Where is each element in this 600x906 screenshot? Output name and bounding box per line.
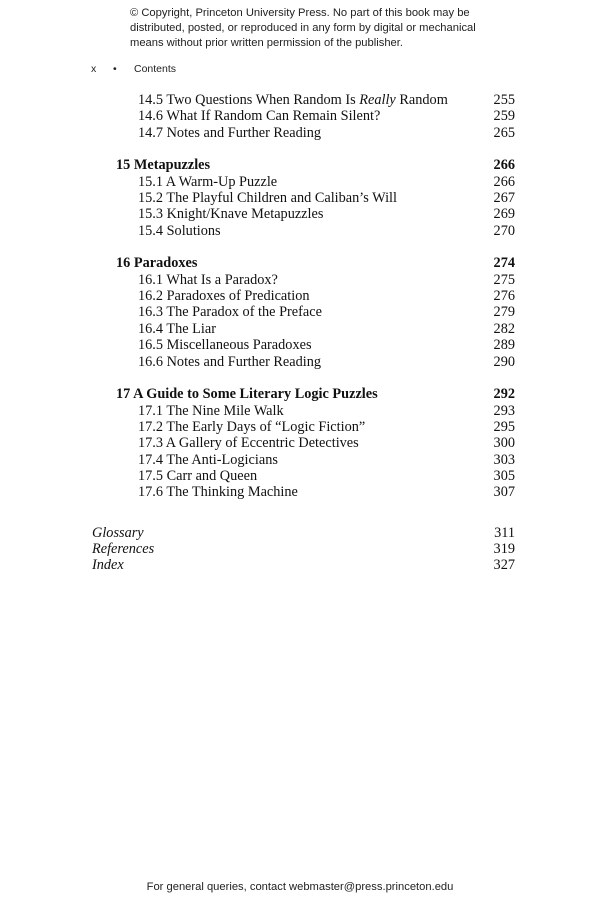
entry-page-number: 265: [493, 124, 515, 141]
spacer: [0, 370, 600, 386]
copyright-notice: © Copyright, Princeton University Press. No part of this book may be distributed, posted, or reproduced in any form by digital or mechanical means without prior written permission of the publisher.: [130, 7, 476, 49]
toc-section: [0, 452, 600, 468]
entry-page-number: 267: [493, 190, 515, 207]
entry-title: 14.6 What If Random Can Remain Silent?: [138, 108, 381, 125]
toc-section: [0, 403, 600, 419]
toc-section: [0, 435, 600, 451]
entry-title: 16.5 Miscellaneous Paradoxes: [138, 337, 312, 354]
entry-page-number: 327: [493, 557, 515, 574]
entry-title: 15.4 Solutions: [138, 222, 221, 239]
toc-section: [0, 206, 600, 222]
toc-section: [0, 125, 600, 141]
entry-title: 16 Paradoxes: [116, 255, 198, 272]
entry-title: Glossary: [92, 524, 144, 541]
entry-page-number: 290: [493, 353, 515, 370]
entry-title: 14.5 Two Questions When Random Is Really Random: [138, 92, 448, 108]
entry-page-number: 303: [493, 451, 515, 468]
toc-section: [0, 223, 600, 239]
entry-page-number: 255: [493, 92, 515, 108]
toc-chapter: [0, 157, 600, 173]
toc-section: [0, 468, 600, 484]
entry-page-number: 292: [493, 386, 515, 403]
emphasis: Really: [359, 92, 396, 108]
toc-section: [0, 190, 600, 206]
entry-title: 16.4 The Liar: [138, 320, 216, 337]
toc-chapter: [0, 386, 600, 402]
toc-backmatter: [0, 525, 600, 541]
entry-page-number: 275: [493, 271, 515, 288]
entry-title: 16.3 The Paradox of the Preface: [138, 304, 322, 321]
entry-page-number: 279: [493, 304, 515, 321]
entry-page-number: 295: [493, 418, 515, 435]
spacer: [0, 239, 600, 255]
footer-contact: For general queries, contact webmaster@press.princeton.edu: [146, 881, 454, 893]
toc-section: [0, 288, 600, 304]
entry-title: 16.2 Paradoxes of Predication: [138, 288, 310, 305]
entry-page-number: 293: [493, 402, 515, 419]
entry-page-number: 276: [493, 288, 515, 305]
entry-title: Index: [92, 557, 124, 574]
toc-section: [0, 354, 600, 370]
toc-section: [0, 304, 600, 320]
entry-title: 17.2 The Early Days of “Logic Fiction”: [138, 418, 366, 435]
entry-title: 16.6 Notes and Further Reading: [138, 353, 322, 370]
entry-page-number: 270: [493, 222, 515, 239]
entry-page-number: 300: [493, 435, 515, 452]
entry-page-number: 266: [493, 157, 515, 174]
entry-title: 15.2 The Playful Children and Caliban’s Will: [138, 190, 397, 207]
entry-page-number: 259: [493, 108, 515, 125]
entry-title: 14.7 Notes and Further Reading: [138, 124, 322, 141]
entry-title: 15.3 Knight/Knave Metapuzzles: [138, 206, 324, 223]
running-title: Contents: [134, 63, 177, 75]
toc-backmatter: [0, 541, 600, 557]
toc-section: [0, 92, 600, 108]
toc-section: [0, 321, 600, 337]
spacer: [0, 141, 600, 157]
toc-backmatter: [0, 557, 600, 573]
entry-page-number: 319: [493, 540, 515, 557]
page-number: x: [91, 63, 97, 75]
bullet: •: [113, 63, 117, 75]
entry-title: 16.1 What Is a Paradox?: [138, 271, 278, 288]
entry-title: 17.6 The Thinking Machine: [138, 484, 298, 501]
entry-page-number: 266: [493, 173, 515, 190]
entry-page-number: 305: [493, 467, 515, 484]
toc-section: [0, 419, 600, 435]
table-of-contents: [0, 92, 600, 574]
entry-page-number: 269: [493, 206, 515, 223]
entry-title: 15.1 A Warm-Up Puzzle: [138, 173, 278, 190]
toc-section: [0, 272, 600, 288]
toc-chapter: [0, 255, 600, 271]
toc-section: [0, 484, 600, 500]
entry-page-number: 289: [493, 337, 515, 354]
entry-title: 17.3 A Gallery of Eccentric Detectives: [138, 435, 359, 452]
toc-section: [0, 337, 600, 353]
entry-title: 17.5 Carr and Queen: [138, 467, 258, 484]
entry-title: 17 A Guide to Some Literary Logic Puzzles: [116, 386, 378, 403]
entry-page-number: 307: [493, 484, 515, 501]
entry-title: References: [92, 540, 155, 557]
entry-title: 17.1 The Nine Mile Walk: [138, 402, 284, 419]
entry-title: 15 Metapuzzles: [116, 157, 211, 174]
spacer: [0, 501, 600, 525]
entry-page-number: 274: [493, 255, 515, 272]
entry-title: 17.4 The Anti-Logicians: [138, 451, 278, 468]
toc-section: [0, 108, 600, 124]
entry-page-number: 311: [494, 524, 515, 541]
toc-section: [0, 174, 600, 190]
entry-page-number: 282: [493, 320, 515, 337]
